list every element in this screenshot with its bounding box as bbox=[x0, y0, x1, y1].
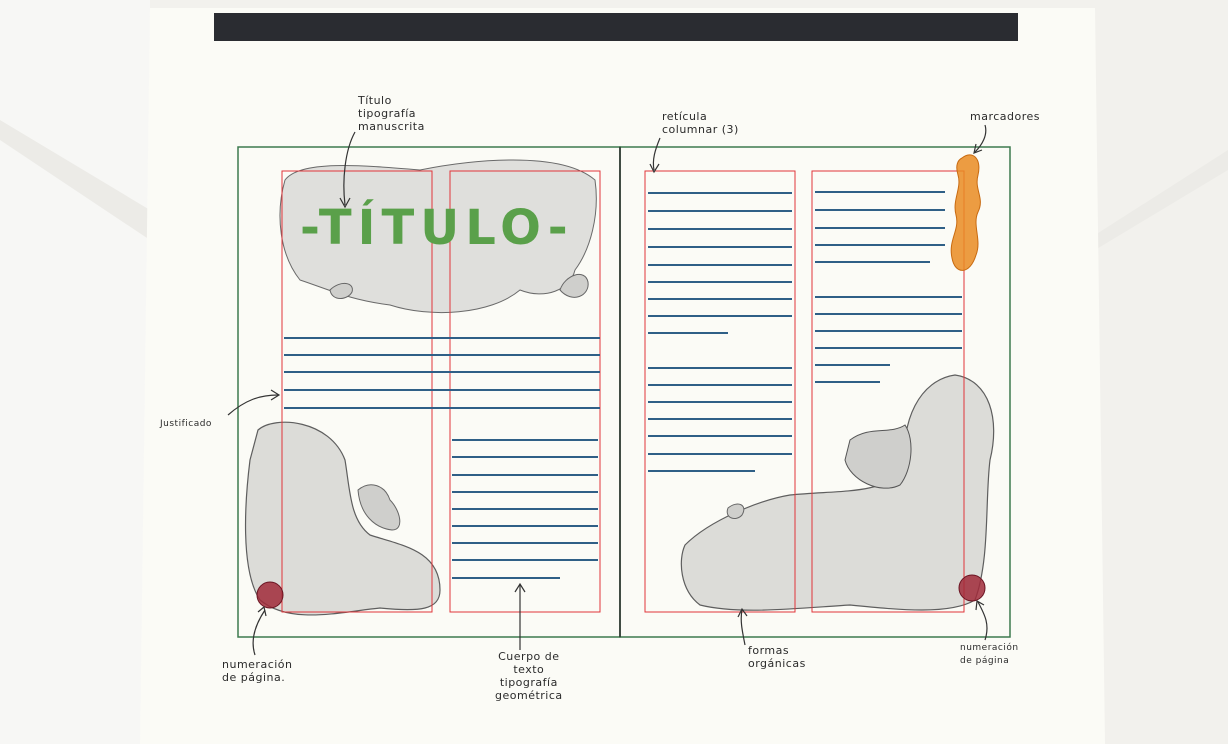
annotation-numeracion-right: numeración de página bbox=[960, 643, 1019, 666]
annotation-numeracion-left: numeración de página. bbox=[222, 658, 293, 684]
small-blob-5 bbox=[727, 504, 744, 518]
annotation-cuerpo: Cuerpo de texto tipografía geométrica bbox=[495, 650, 563, 702]
title-lettering: -TÍTULO- bbox=[300, 200, 574, 256]
annotation-titulo: Título tipografía manuscrita bbox=[358, 94, 425, 133]
annotation-formas: formas orgánicas bbox=[748, 644, 806, 670]
annotation-marcadores: marcadores bbox=[970, 110, 1041, 123]
page-number-right bbox=[959, 575, 985, 601]
annotation-reticula: retícula columnar (3) bbox=[662, 110, 739, 136]
page-number-left bbox=[257, 582, 283, 608]
binder-strip bbox=[214, 13, 1018, 41]
wall-left bbox=[0, 0, 150, 744]
annotation-justificado: Justificado bbox=[160, 419, 212, 429]
